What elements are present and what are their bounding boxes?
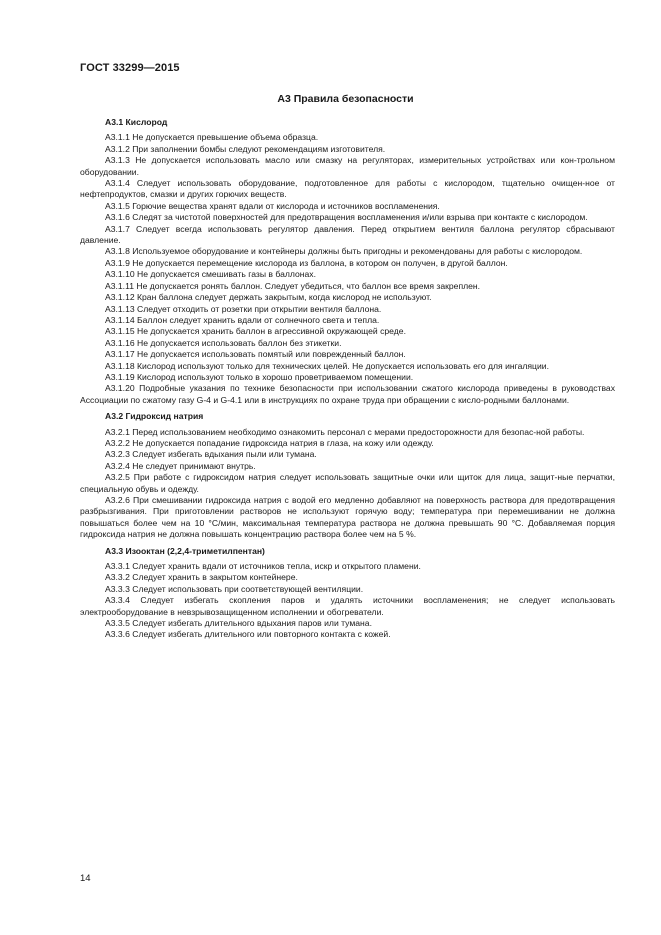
clause-paragraph: А3.1.3 Не допускается использовать масло или смазку на регуляторах, измерительных устройствах или кон-трольном оборудовании.: [80, 155, 615, 177]
clause-paragraph: А3.1.11 Не допускается ронять баллон. Следует убедиться, что баллон все время закреплен.: [105, 280, 481, 291]
section-heading: А3.2 Гидроксид натрия: [105, 411, 204, 422]
clause-paragraph: А3.1.2 При заполнении бомбы следуют рекомендациям изготовителя.: [105, 143, 386, 154]
section: [80, 117, 615, 406]
section-heading: А3.1 Кислород: [105, 117, 168, 127]
clause-paragraph: А3.1.17 Не допускается использовать помятый или поврежденный баллон.: [105, 349, 406, 360]
clause-paragraph: А3.1.8 Используемое оборудование и контейнеры должны быть пригодны и рекомендованы для работы с кислородом.: [105, 246, 583, 257]
page-number: 14: [80, 873, 91, 884]
clause-paragraph: А3.1.19 Кислород используют только в хорошо проветриваемом помещении.: [105, 371, 414, 382]
section: [80, 411, 615, 540]
clause-paragraph: А3.3.1 Следует хранить вдали от источников тепла, искр и открытого пламени.: [105, 561, 421, 572]
clause-paragraph: А3.1.20 Подробные указания по технике безопасности при использовании сжатого кислорода приведены в руководствах Ассоциации по сжатому газу G-4 и G-4.1 или в инструкциях по охране труда при обращении с кисло-родными баллонами.: [80, 383, 615, 405]
clause-paragraph: А3.2.5 При работе с гидроксидом натрия следует использовать защитные очки или щиток для лица, защит-ные перчатки, специальную обувь и одежду.: [80, 472, 615, 494]
clause-paragraph: А3.3.5 Следует избегать длительного вдыхания паров или тумана.: [105, 618, 372, 629]
clause-paragraph: А3.1.10 Не допускается смешивать газы в баллонах.: [105, 269, 316, 280]
clause-paragraph: А3.1.4 Следует использовать оборудование, подготовленное для работы с кислородом, тщательно очищен-ное от нефтепродуктов, смазки и других горючих веществ.: [80, 178, 615, 200]
clause-paragraph: А3.1.6 Следят за чистотой поверхностей для предотвращения воспламенения и/или взрыва при контакте с кислородом.: [105, 212, 588, 223]
clause-paragraph: А3.1.15 Не допускается хранить баллон в агрессивной окружающей среде.: [105, 326, 406, 337]
clause-paragraph: А3.1.1 Не допускается превышение объема образца.: [105, 132, 319, 143]
clause-paragraph: А3.1.12 Кран баллона следует держать закрытым, когда кислород не используют.: [105, 292, 432, 303]
clause-paragraph: А3.2.1 Перед использованием необходимо ознакомить персонал с мерами предосторожности для безопас-ной работы.: [105, 426, 585, 437]
clause-paragraph: А3.1.14 Баллон следует хранить вдали от солнечного света и тепла.: [105, 314, 380, 325]
clause-paragraph: А3.1.7 Следует всегда использовать регулятор давления. Перед открытием вентиля баллона регулятор сбрасывают давление.: [80, 223, 615, 246]
clause-paragraph: А3.1.5 Горючие вещества хранят вдали от кислорода и источников воспламенения.: [105, 200, 440, 211]
clause-paragraph: А3.2.2 Не допускается попадание гидроксида натрия в глаза, на кожу или одежду.: [105, 437, 434, 448]
document-body: [80, 114, 615, 641]
section: [80, 546, 615, 641]
clause-paragraph: А3.2.6 При смешивании гидроксида натрия с водой его медленно добавляют на поверхность раствора для предотвращения разбрызгивания. При приготовлении растворов не используют горячую воду; температура при перемешивании не должна повышаться более чем на 10 °С/мин, максимальная температура раствора не должна превышать 90 °С. Добавляемая порция гидроксида натрия не должна повышать концентрацию раствора более чем на 5 %.: [80, 495, 615, 540]
clause-paragraph: А3.2.3 Следует избегать вдыхания пыли или тумана.: [105, 449, 317, 460]
section-heading: А3.3 Изооктан (2,2,4-триметилпентан): [105, 545, 265, 556]
clause-paragraph: А3.3.6 Следует избегать длительного или повторного контакта с кожей.: [105, 629, 391, 640]
clause-paragraph: А3.3.2 Следует хранить в закрытом контейнере.: [105, 572, 298, 583]
page-title: А3 Правила безопасности: [277, 93, 414, 105]
clause-paragraph: А3.1.18 Кислород используют только для технических целей. Не допускается использовать его для ингаляции.: [105, 360, 549, 371]
clause-paragraph: А3.1.16 Не допускается использовать баллон без этикетки.: [105, 337, 342, 348]
clause-paragraph: А3.1.13 Следует отходить от розетки при открытии вентиля баллона.: [105, 303, 382, 314]
clause-paragraph: А3.3.4 Следует избегать скопления паров и удалять источники воспламенения; не следует использовать электрооборудование в невзрывозащищенном исполнении и обогреватели.: [80, 595, 615, 617]
clause-paragraph: А3.2.4 Не следует принимают внутрь.: [105, 460, 256, 471]
clause-paragraph: А3.1.9 Не допускается перемещение кислорода из баллона, в котором он получен, в другой баллон.: [105, 257, 508, 268]
clause-paragraph: А3.3.3 Следует использовать при соответствующей вентиляции.: [105, 583, 364, 594]
standard-designation: ГОСТ 33299—2015: [80, 62, 180, 74]
